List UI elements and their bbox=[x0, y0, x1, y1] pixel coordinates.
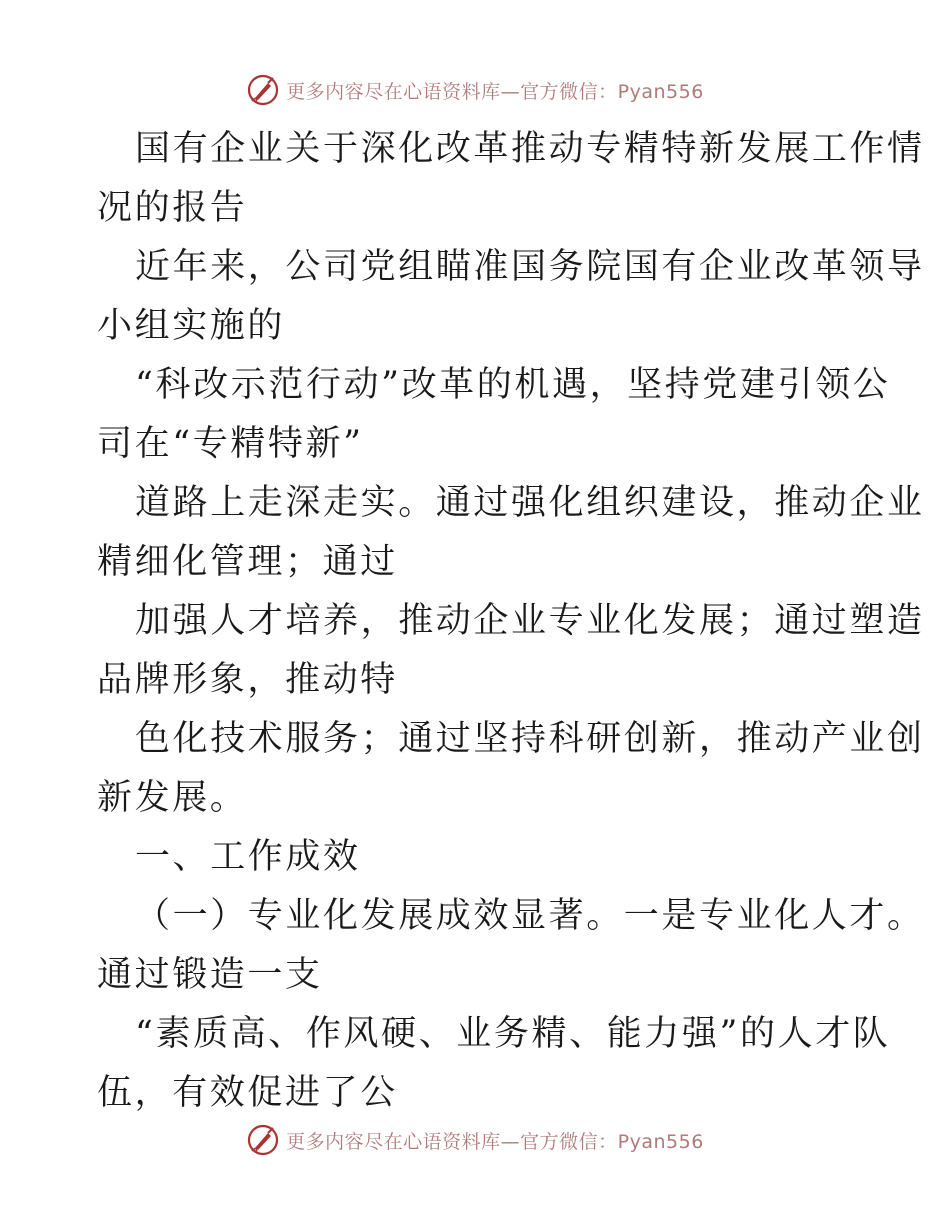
document-body bbox=[97, 120, 925, 1123]
paragraph-line: “科改示范行动”改革的机遇，坚持党建引领公 bbox=[135, 365, 891, 405]
paragraph-line: 加强人才培养，推动企业专业化发展；通过塑造 bbox=[135, 601, 925, 641]
paragraph bbox=[97, 356, 891, 474]
paragraph bbox=[97, 828, 857, 887]
quill-pen-logo-icon bbox=[246, 73, 280, 107]
paragraph bbox=[97, 474, 925, 592]
paragraph-line: 精细化管理；通过 bbox=[97, 542, 398, 582]
paragraph bbox=[97, 120, 925, 238]
paragraph-line: 况的报告 bbox=[97, 188, 248, 228]
paragraph-line: 品牌形象，推动特 bbox=[97, 660, 398, 700]
paragraph bbox=[97, 887, 925, 1005]
watermark-footer bbox=[0, 1120, 950, 1160]
paragraph-line: 道路上走深走实。通过强化组织建设，推动企业 bbox=[135, 483, 925, 523]
paragraph-line: 伍，有效促进了公 bbox=[97, 1073, 398, 1113]
watermark-text: 更多内容尽在心语资料库—官方微信：Pyan556 bbox=[286, 80, 704, 103]
paragraph-line: 新发展。 bbox=[97, 778, 248, 818]
paragraph-line: 近年来，公司党组瞄准国务院国有企业改革领导 bbox=[135, 247, 925, 287]
paragraph bbox=[97, 1005, 891, 1123]
paragraph-line: （一）专业化发展成效显著。一是专业化人才。 bbox=[135, 896, 925, 936]
paragraph bbox=[97, 592, 925, 710]
paragraph-line: 通过锻造一支 bbox=[97, 955, 323, 995]
paragraph-line: 一、工作成效 bbox=[135, 837, 361, 877]
paragraph-line: 国有企业关于深化改革推动专精特新发展工作情 bbox=[135, 129, 925, 169]
paragraph bbox=[97, 238, 925, 356]
paragraph-line: 小组实施的 bbox=[97, 306, 286, 346]
quill-pen-logo-icon bbox=[246, 1123, 280, 1157]
paragraph-line: 司在“专精特新” bbox=[97, 424, 364, 464]
paragraph bbox=[97, 710, 925, 828]
watermark-header bbox=[0, 70, 950, 110]
paragraph-line: “素质高、作风硬、业务精、能力强”的人才队 bbox=[135, 1014, 891, 1054]
watermark-text: 更多内容尽在心语资料库—官方微信：Pyan556 bbox=[286, 1130, 704, 1153]
paragraph-line: 色化技术服务；通过坚持科研创新，推动产业创 bbox=[135, 719, 925, 759]
